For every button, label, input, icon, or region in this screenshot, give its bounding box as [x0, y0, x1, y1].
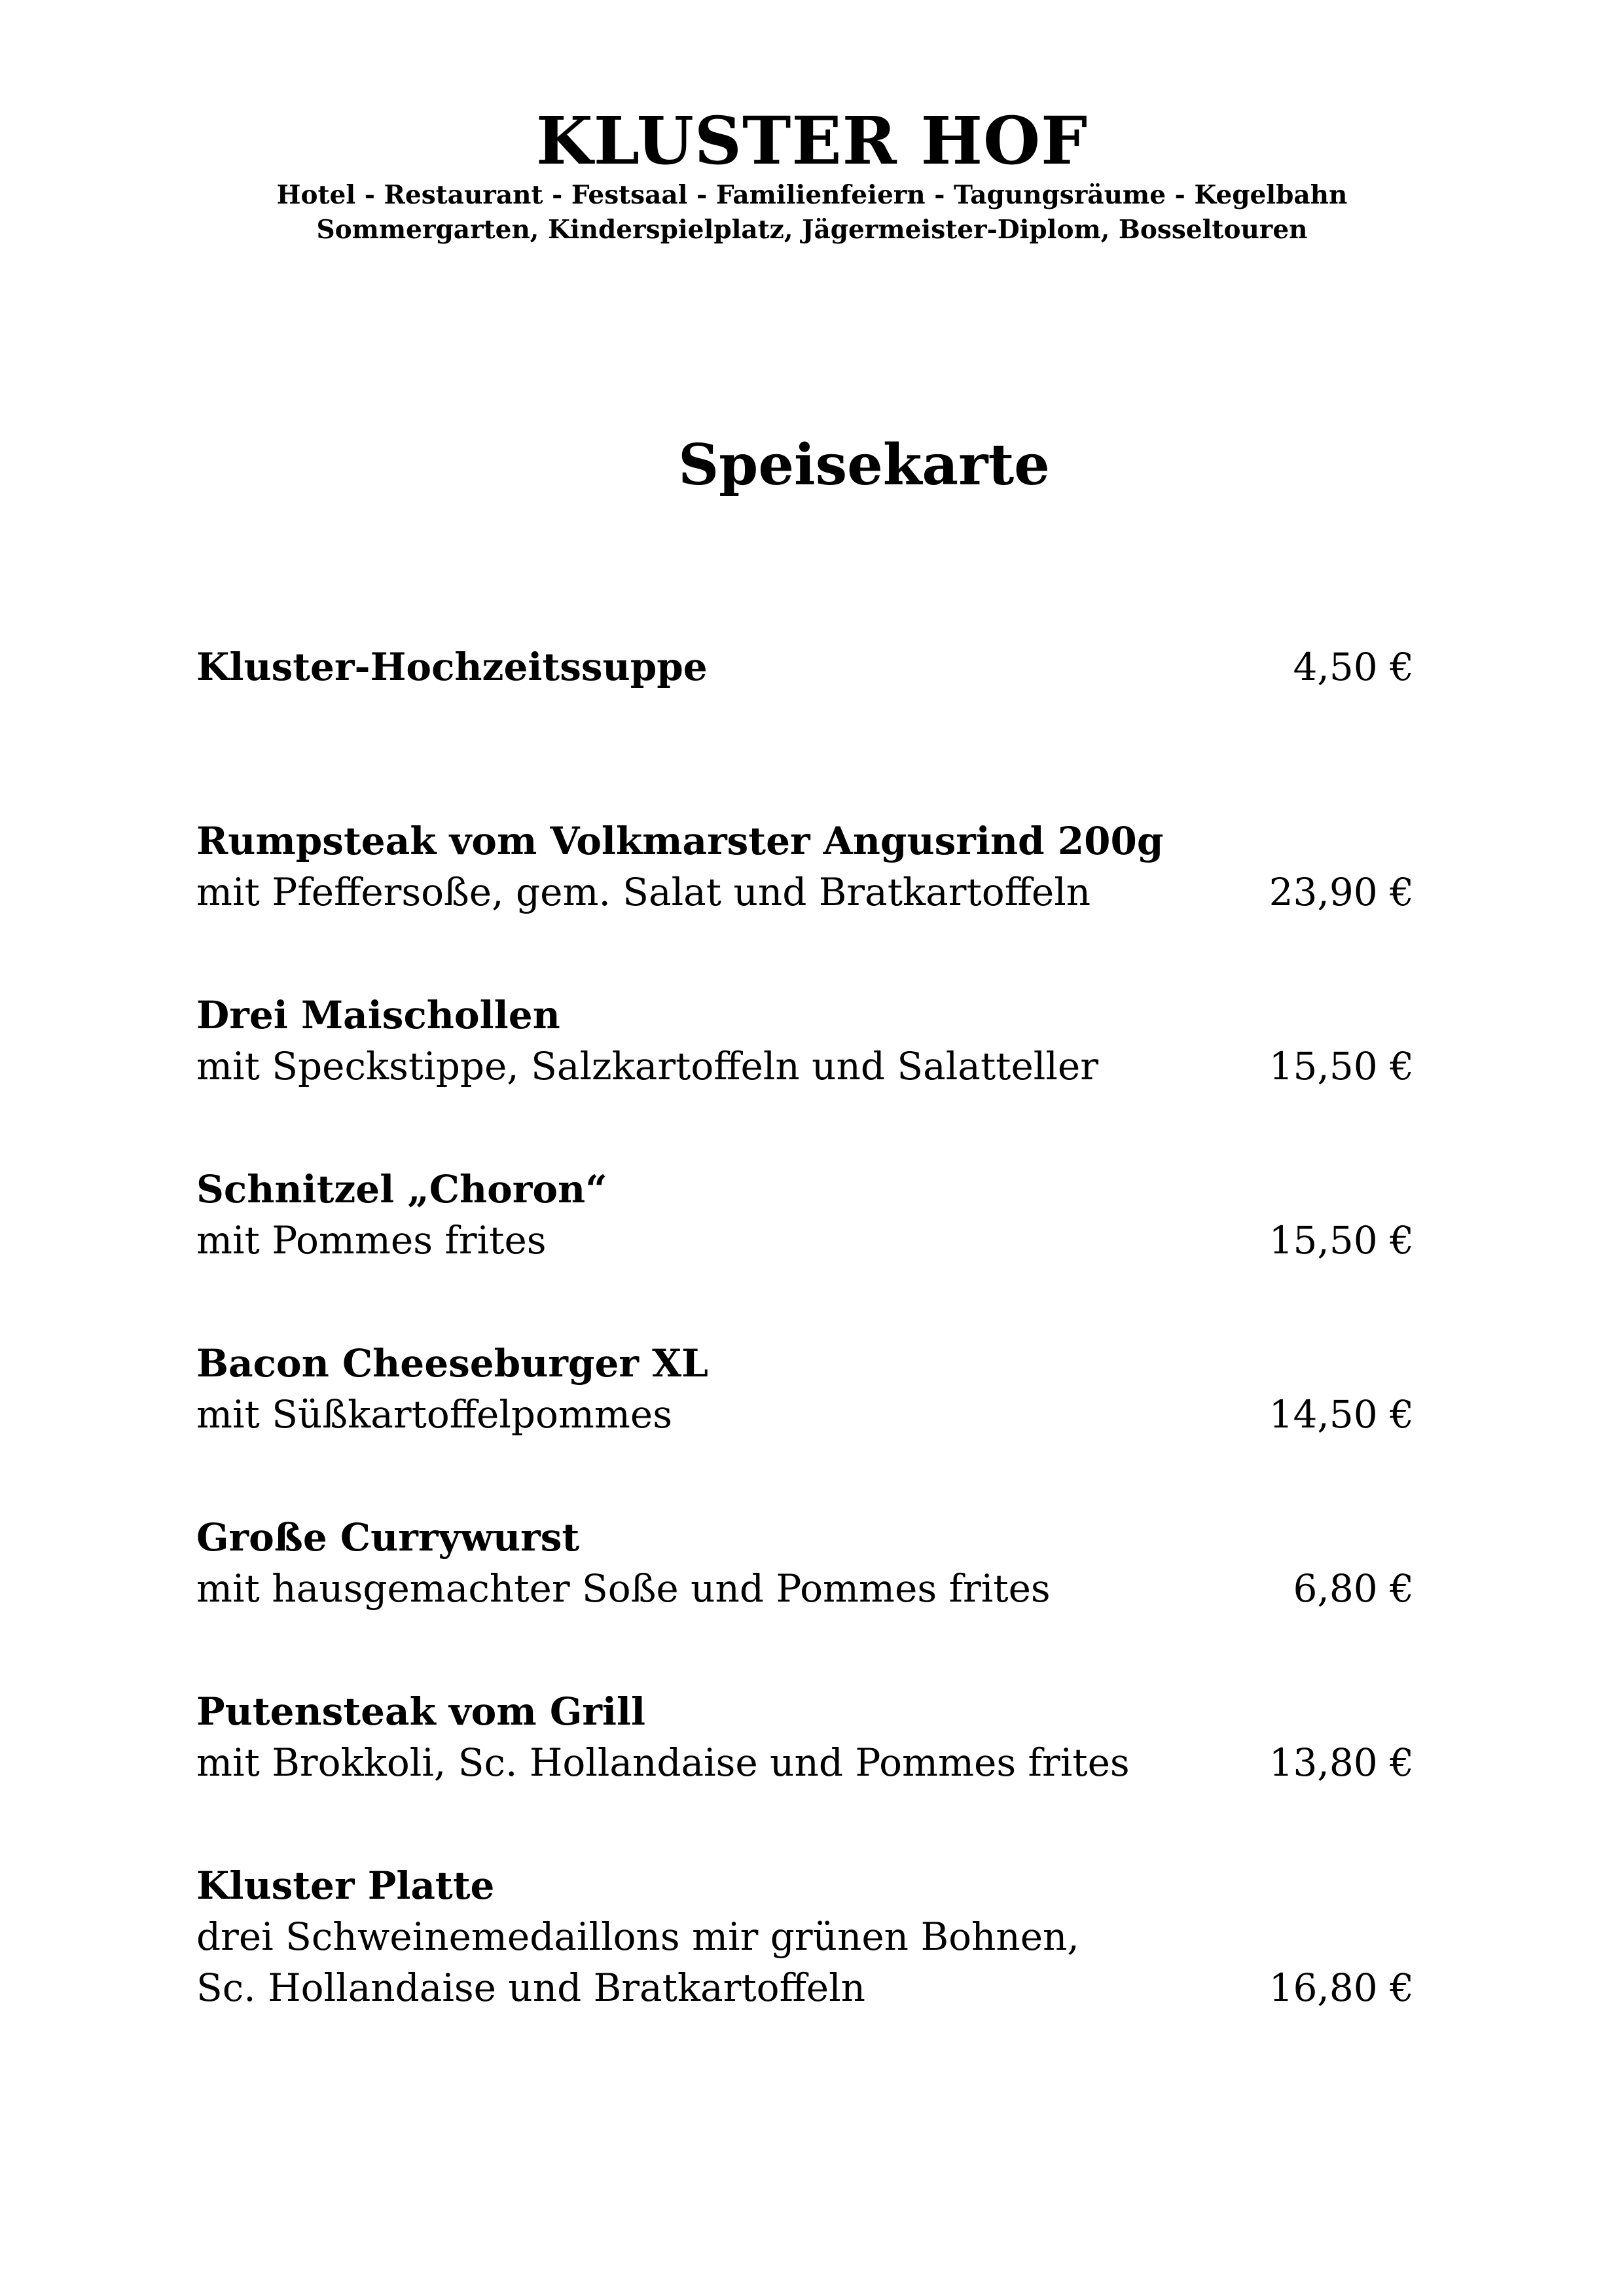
item-row [196, 1737, 1414, 1788]
menu-item [196, 816, 1414, 990]
amenities-line: Sommergarten, Kinderspielplatz, Jägermeister-Diplom, Bosseltouren [316, 214, 1308, 245]
facilities-line: Hotel - Restaurant - Festsaal - Familienfeiern - Tagungsräume - Kegelbahn [276, 180, 1348, 210]
item-price: 6,80 € [1293, 1566, 1414, 1611]
item-price: 4,50 € [1293, 645, 1414, 689]
menu-item [196, 990, 1414, 1164]
item-row [196, 867, 1414, 918]
item-row [196, 1962, 1414, 2013]
item-row [196, 1215, 1414, 1266]
item-name: Bacon Cheeseburger XL [196, 1341, 708, 1386]
item-name: Große Currywurst [196, 1515, 580, 1560]
item-price: 14,50 € [1269, 1392, 1414, 1437]
menu-item [196, 1860, 1414, 2083]
menu-title: Speisekarte [678, 432, 1050, 498]
item-name: Rumpsteak vom Volkmarster Angusrind 200g [196, 819, 1164, 863]
restaurant-name: KLUSTER HOF [535, 102, 1089, 179]
item-description: drei Schweinemedaillons mir grünen Bohnen, [196, 1914, 1079, 1959]
item-name: Schnitzel „Choron“ [196, 1167, 607, 1211]
item-name: Kluster Platte [196, 1863, 495, 1908]
menu-item [196, 1512, 1414, 1686]
item-name: Drei Maischollen [196, 993, 560, 1037]
item-row [196, 1563, 1414, 1614]
item-description: mit Pfeffersoße, gem. Salat und Bratkartoffeln [196, 870, 1091, 914]
item-description: mit Süßkartoffelpommes [196, 1392, 673, 1437]
item-description: Sc. Hollandaise und Bratkartoffeln [196, 1965, 866, 2010]
page-header [0, 102, 1624, 246]
item-description: mit hausgemachter Soße und Pommes frites [196, 1566, 1051, 1611]
menu-list [196, 641, 1414, 2083]
menu-item [196, 1338, 1414, 1512]
item-description: mit Speckstippe, Salzkartoffeln und Salatteller [196, 1044, 1098, 1088]
item-row [196, 1389, 1414, 1440]
item-price: 23,90 € [1269, 870, 1414, 914]
item-description: mit Brokkoli, Sc. Hollandaise und Pommes frites [196, 1740, 1130, 1785]
menu-item [196, 1686, 1414, 1860]
menu-item [196, 641, 1414, 816]
item-name: Putensteak vom Grill [196, 1689, 646, 1734]
item-price: 16,80 € [1269, 1965, 1414, 2010]
item-name: Kluster-Hochzeitssuppe [196, 645, 708, 689]
item-row [196, 641, 1414, 692]
item-price: 15,50 € [1269, 1044, 1414, 1088]
item-description: mit Pommes frites [196, 1218, 547, 1263]
item-price: 15,50 € [1269, 1218, 1414, 1263]
menu-item [196, 1164, 1414, 1338]
item-row [196, 1041, 1414, 1092]
item-price: 13,80 € [1269, 1740, 1414, 1785]
